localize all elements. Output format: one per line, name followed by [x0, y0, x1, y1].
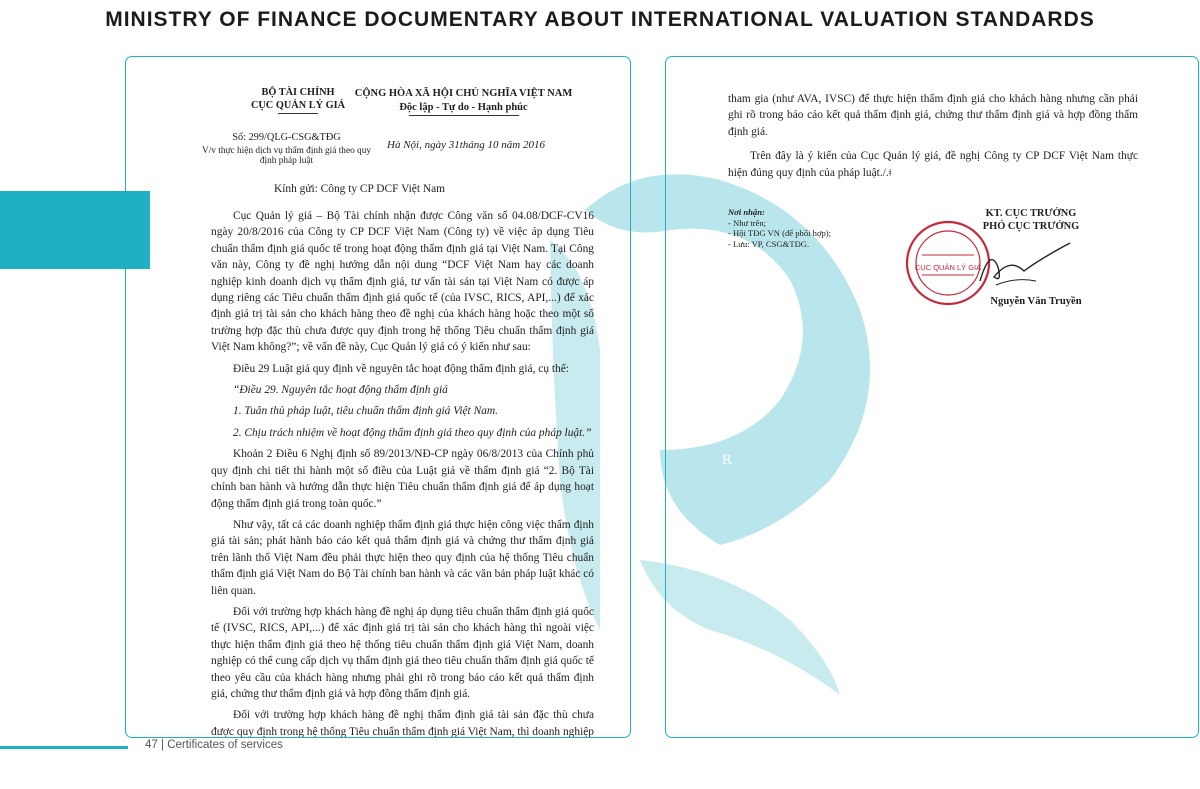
- footer: [145, 739, 283, 751]
- body-paragraph-1: Cục Quản lý giá – Bộ Tài chính nhận được Công văn số 04.08/DCF-CV16 ngày 20/8/2016 của Công ty CP DCF Việt Nam (Công ty) về việc áp dụng Tiêu chuẩn thẩm định giá quốc tế trong hoạt động thẩm định giá tại Việt Nam. Tại Công văn này, Công ty đề nghị hướng dẫn nội dung “DCF Việt Nam hay các doanh nghiệp kinh doanh dịch vụ thẩm định giá, tư vấn tài sản tại Việt Nam có được áp dụng riêng các Tiêu chuẩn thẩm định giá quốc tế (của IVSC, RICS, API,...) để xác định giá trị tài sản cho khách hàng theo đề nghị của khách hàng hoặc theo một số trường hợp đặc thù chưa được quy định trong hệ thống Tiêu chuẩn thẩm định giá Việt Nam không?”; về vấn đề này, Cục Quản lý giá có ý kiến như sau:: [211, 210, 594, 354]
- signer-name: Nguyễn Văn Truyền: [990, 296, 1082, 307]
- place-date: Hà Nội, ngày 31tháng 10 năm 2016: [387, 139, 545, 151]
- recipient-item: - Lưu: VP, CSG&TĐG.: [728, 238, 810, 249]
- watermark-letter: R: [721, 452, 733, 468]
- quote-line-1: “Điều 29. Nguyên tắc hoạt động thẩm định giá: [233, 384, 448, 397]
- page-number: 47: [145, 739, 158, 751]
- sign-title-line2: PHÓ CỤC TRƯỞNG: [982, 221, 1080, 232]
- republic-line1: CỘNG HÒA XÃ HỘI CHỦ NGHĨA VIỆT NAM: [354, 88, 573, 99]
- document-page-left: [125, 56, 631, 738]
- body-paragraph-2: Điều 29 Luật giá quy định về nguyên tắc hoạt động thẩm định giá, cụ thể:: [233, 362, 569, 375]
- letter-body: [211, 208, 594, 738]
- document-number: Số: 299/QLG-CSG&TĐG: [232, 132, 341, 143]
- document-subject: V/v thực hiện dịch vụ thẩm định giá theo quy định pháp luật: [202, 145, 371, 167]
- svg-text:CỤC QUẢN LÝ GIÁ: CỤC QUẢN LÝ GIÁ: [914, 263, 982, 272]
- sign-title-line1: KT. CỤC TRƯỞNG: [985, 208, 1077, 219]
- footer-separator: |: [161, 739, 164, 751]
- recipients-title: Nơi nhận:: [728, 207, 765, 217]
- footer-accent-line: [0, 746, 128, 749]
- body-paragraph-5: Đối với trường hợp khách hàng đề nghị áp dụng tiêu chuẩn thẩm định giá quốc tế (IVSC, RICS, API,...) để xác định giá trị tài sản cho khách hàng thì ngoài việc thực hiện thẩm định giá theo hệ thống tiêu chuẩn thẩm định giá Việt Nam, doanh nghiệp có thể cung cấp dịch vụ thẩm định giá theo tiêu chuẩn thẩm định giá quốc tế theo yêu cầu của khách hàng nhưng phải ghi rõ trong báo cáo kết quả thẩm định giá, chứng thư thẩm định giá và hợp đồng thẩm định giá.: [211, 605, 594, 700]
- agency-line2: CỤC QUẢN LÝ GIÁ: [250, 99, 346, 111]
- agency-line1: BỘ TÀI CHÍNH: [261, 87, 335, 98]
- quote-line-3: 2. Chịu trách nhiệm về hoạt động thẩm định giá theo quy định của pháp luật.”: [233, 426, 592, 439]
- recipient-line: Kính gửi: Công ty CP DCF Việt Nam: [274, 183, 445, 195]
- recipient-item: - Như trên;: [728, 217, 767, 228]
- body-paragraph-4: Như vậy, tất cả các doanh nghiệp thẩm định giá thực hiện công việc thẩm định giá tài sản; phát hành báo cáo kết quả thẩm định giá và chứng thư thẩm định giá trên lãnh thổ Việt Nam đều phải thực hiện theo quy định của hệ thống Tiêu chuẩn thẩm định giá Việt Nam do Bộ Tài chính ban hành và các văn bản pháp luật khác có liên quan.: [211, 518, 594, 597]
- document-number-block: [199, 132, 374, 167]
- document-page-right: [665, 56, 1199, 738]
- body-paragraph-6: Đối với trường hợp khách hàng đề nghị thẩm định giá tài sản đặc thù chưa được quy định trong hệ thống Tiêu chuẩn thẩm định giá Việt Nam, thì doanh nghiệp: [211, 709, 594, 738]
- handwritten-signature: [966, 237, 1076, 293]
- quote-line-2: 1. Tuân thủ pháp luật, tiêu chuẩn thẩm định giá Việt Nam.: [233, 405, 498, 418]
- republic-line2: Độc lập - Tự do - Hạnh phúc: [399, 101, 528, 113]
- closing-paragraph: Trên đây là ý kiến của Cục Quản lý giá, đề nghị Công ty CP DCF Việt Nam thực hiện đúng quy định của pháp luật./.ǂ: [728, 150, 1138, 179]
- letter-body-continued: [728, 91, 1138, 189]
- republic-heading: [351, 87, 576, 116]
- page-title: MINISTRY OF FINANCE DOCUMENTARY ABOUT INTERNATIONAL VALUATION STANDARDS: [105, 8, 1095, 31]
- body-paragraph-3: Khoản 2 Điều 6 Nghị định số 89/2013/NĐ-CP ngày 06/8/2013 của Chính phủ quy định chi tiết thi hành một số điều của Luật giá về thẩm định giá “2. Bộ Tài chính ban hành và hướng dẫn thực hiện Tiêu chuẩn thẩm định giá để áp dụng hoạt động thẩm định giá trong toàn quốc.”: [211, 448, 594, 510]
- recipients-block: [728, 207, 908, 249]
- footer-section: Certificates of services: [167, 739, 283, 751]
- body-paragraph-continued: tham gia (như AVA, IVSC) để thực hiện thẩm định giá cho khách hàng nhưng cần phải ghi rõ trong báo cáo kết quả thẩm định giá, chứng thư thẩm định giá và hợp đồng thẩm định giá.: [728, 93, 1138, 138]
- initials-mark: ǂ: [888, 166, 892, 179]
- recipient-item: - Hội TĐG VN (để phối hợp);: [728, 228, 832, 239]
